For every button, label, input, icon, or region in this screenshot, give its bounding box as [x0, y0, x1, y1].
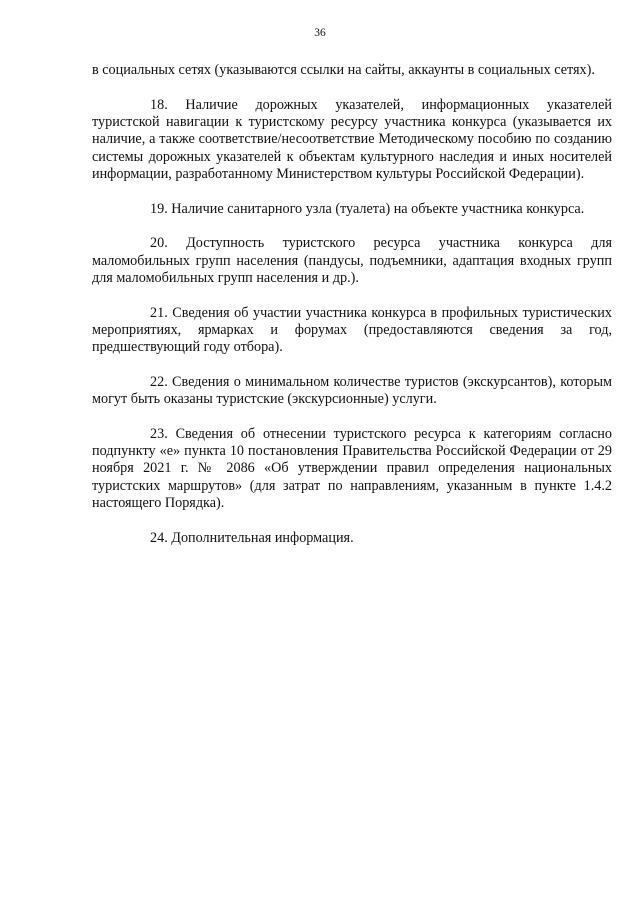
document-body	[92, 62, 612, 564]
paragraph-item-23: 23. Сведения об отнесении туристского ресурса к категориям согласно подпункту «е» пункта 10 постановления Правительства Российской Федерации от 29 ноября 2021 г. № 2086 «Об утверждении правил определения национальных туристских маршрутов» (для затрат по направлениям, указанным в пункте 1.4.2 настоящего Порядка).	[92, 425, 612, 511]
paragraph-item-21: 21. Сведения об участии участника конкурса в профильных туристических мероприятиях, ярмарках и форумах (предоставляются сведения за год, предшествующий году отбора).	[92, 304, 612, 356]
paragraph-item-20: 20. Доступность туристского ресурса участника конкурса для маломобильных групп населения (пандусы, подъемники, адаптация входных групп для маломобильных групп населения и др.).	[92, 235, 612, 286]
paragraph-item-19: 19. Наличие санитарного узла (туалета) на объекте участника конкурса.	[150, 200, 585, 217]
paragraph-continuation: в социальных сетях (указываются ссылки на сайты, аккаунты в социальных сетях).	[92, 62, 595, 78]
page-number: 36	[314, 27, 326, 39]
paragraph-item-22: 22. Сведения о минимальном количестве туристов (экскурсантов), которым могут быть оказаны туристские (экскурсионные) услуги.	[92, 373, 612, 408]
paragraph-item-18: 18. Наличие дорожных указателей, информационных указателей туристской навигации к туристскому ресурсу участника конкурса (указывается их наличие, а также соответствие/несоответствие Методическому пособию по созданию системы дорожных указателей к объектам культурного наследия и иных носителей информации, разработанному Министерством культуры Российской Федерации).	[92, 96, 612, 182]
paragraph-item-24: 24. Дополнительная информация.	[150, 529, 354, 546]
